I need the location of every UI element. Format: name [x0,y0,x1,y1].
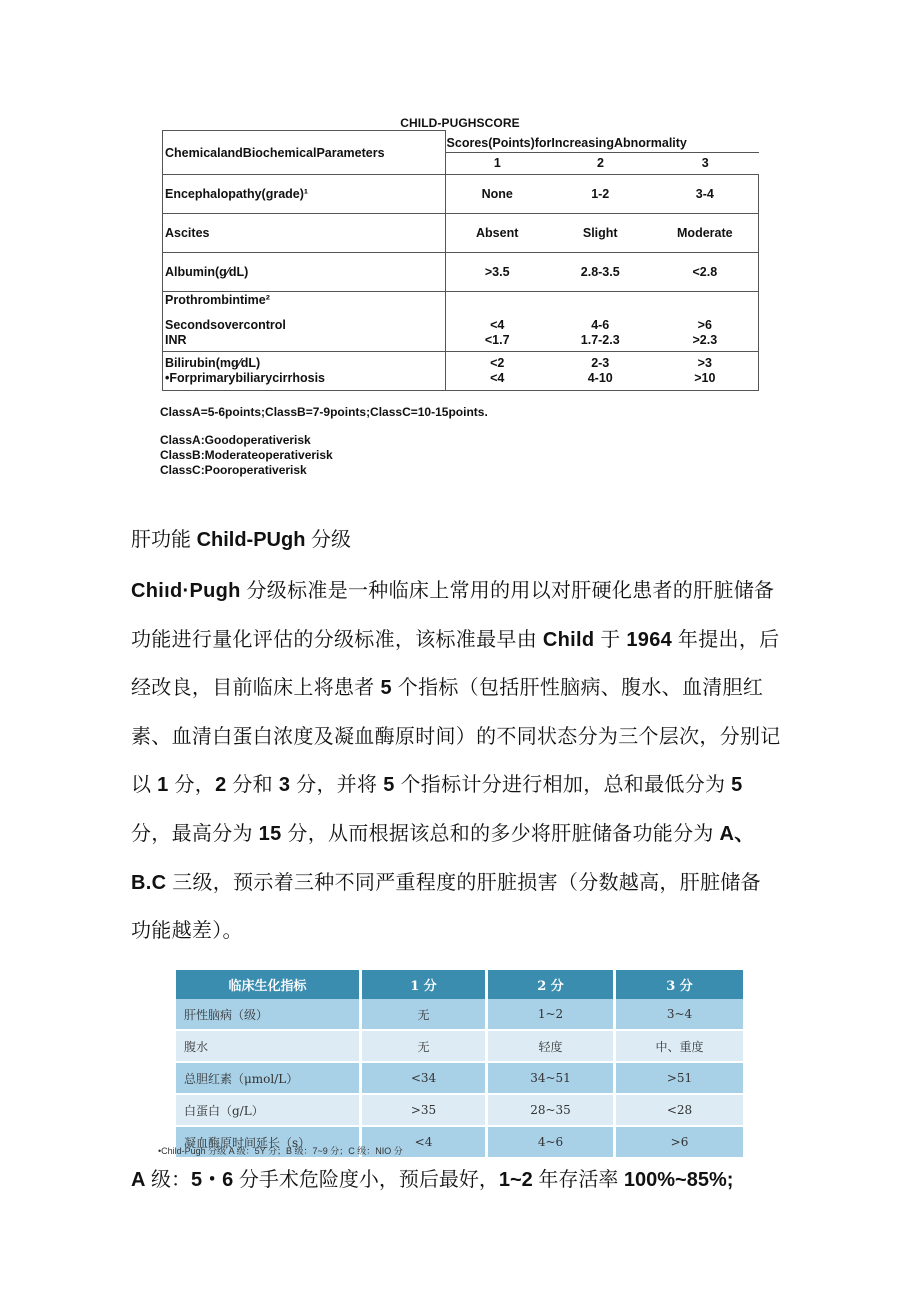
cn-cell: >51 [616,1063,743,1095]
body-text: 分，从而根据该总和的多少将肝脏储备功能分为 [281,822,720,845]
emphasis-text: 5 [383,774,395,797]
pt-inr-1: <1.7 [484,333,510,347]
scores-header: Scores(Points)forIncreasingAbnormality [446,131,759,153]
bilirubin-label: Bilirubin(mg⁄dL) [165,356,261,370]
pt-inr-3: >2.3 [692,333,718,347]
emphasis-text: 3 [278,774,291,797]
seconds-over-control-label: Secondsovercontrol [165,318,286,332]
bilirubin-3: >3 [697,356,712,370]
body-text: 分手术危险度小，预后最好， [233,1169,499,1191]
body-text: 于 [594,628,627,651]
pt-seconds-1: <4 [490,318,505,332]
cn-child-pugh-table [176,970,743,1159]
cn-cell: 28~35 [488,1095,616,1127]
row-value: >3.5 [445,253,549,292]
param-header: ChemicalandBiochemicalParameters [163,131,446,175]
row-value: 3-4 [652,175,759,214]
body-text: 分，最高分为 [131,822,259,845]
inr-label: INR [165,333,187,347]
emphasis-text: 15 [258,822,282,845]
emphasis-text: A [131,1169,146,1191]
emphasis-text: 5 [380,677,392,700]
body-text: 分级标准是一种临床上常用的用以对肝硬化患者的肝脏储备功能进行量化评估的分级标准，该标准最早由 [131,580,775,651]
cn-header: 临床生化指标 [176,970,362,999]
cn-cell: >35 [362,1095,488,1127]
cn-cell: 4~6 [488,1127,616,1159]
body-text: 年提出，后经改良，目前临床上将患者 [131,628,780,700]
body-text: 年存活率 [532,1169,624,1191]
pbc-2: 4-10 [587,371,613,385]
body-text: 分，并将 [290,774,384,797]
class-a-risk: ClassA:Goodoperativerisk [160,433,311,447]
emphasis-text: 1 [157,774,169,797]
emphasis-text: 1~2 [498,1169,533,1191]
body-text: 级： [145,1169,192,1191]
emphasis-text: Chiıd·Pugh [131,580,241,602]
cn-header: 2 分 [488,970,616,999]
pbc-3: >10 [694,371,716,385]
row-value: Moderate [652,214,759,253]
cn-cell: 轻度 [488,1031,616,1063]
cn-cell: 总胆红素（μmol/L） [176,1063,362,1095]
row-value: Absent [445,214,549,253]
cn-cell: 白蛋白（g/L） [176,1095,362,1127]
cn-cell: 腹水 [176,1031,362,1063]
emphasis-text: 100%~85%; [623,1169,734,1191]
row-value: <2.8 [652,253,759,292]
description-paragraph [131,567,781,956]
cn-cell: <4 [362,1127,488,1159]
bilirubin-2: 2-3 [591,356,610,370]
cn-cell: 无 [362,999,488,1031]
row-value: None [445,175,549,214]
emphasis-text: 5 [731,774,743,797]
emphasis-text: 5・6 [191,1169,234,1191]
score-table-title: CHILD-PUGHSCORE [400,116,520,130]
cn-cell: 无 [362,1031,488,1063]
class-points-note: ClassA=5-6points;ClassB=7-9points;ClassC=10-15points. [160,405,488,419]
cn-cell: >6 [616,1127,743,1159]
points-3: 3 [701,156,709,171]
cn-cell: <28 [616,1095,743,1127]
row-value: 2.8-3.5 [549,253,652,292]
emphasis-text: A、B.C [131,822,755,894]
cn-cell: 34~51 [488,1063,616,1095]
cn-cell: 肝性脑病（级） [176,999,362,1031]
cn-cell: 3~4 [616,999,743,1031]
class-risk-list [160,433,333,478]
cn-cell: 中、重度 [616,1031,743,1063]
points-1: 1 [493,156,501,171]
pt-seconds-2: 4-6 [591,318,610,332]
cn-header: 3 分 [616,970,743,999]
cn-header: 1 分 [362,970,488,999]
child-pugh-score-table [162,130,759,391]
points-2: 2 [597,156,604,171]
cn-table-caption: •Child-Pugh 分级 A 级：5Y 分；B 级：7~9 分；C 级：NIO 分 [158,1146,403,1156]
section-heading: 肝功能 Child-PUgh 分级 [131,529,351,551]
cn-cell: <34 [362,1063,488,1095]
body-text: 个指标计分进行相加，总和最低分为 [394,774,732,797]
body-text: 个指标（包括肝性脑病、腹水、血清胆红素、血清白蛋白浓度及凝血酶原时间）的不同状态分为三个层次，分别记以 [131,677,781,797]
pbc-label: •Forprimarybiliarycirrhosis [165,371,325,385]
row-value: Slight [549,214,652,253]
bilirubin-1: <2 [490,356,505,370]
emphasis-text: Child [542,628,595,651]
pt-inr-2: 1.7-2.3 [580,333,620,347]
prothrombin-label: Prothrombintime² [165,293,270,307]
row-label: Ascites [163,214,446,253]
row-value: 1-2 [549,175,652,214]
pbc-1: <4 [490,371,505,385]
emphasis-text: 1964 [626,628,673,651]
row-label: Albumin(g⁄dL) [163,253,446,292]
row-label: Encephalopathy(grade)¹ [163,175,446,214]
grade-a-line [131,1163,733,1192]
scores-header-cell [445,131,758,175]
bilirubin-label-cell [163,352,446,391]
class-c-risk: ClassC:Pooroperativerisk [160,463,307,477]
class-b-risk: ClassB:Moderateoperativerisk [160,448,333,462]
cn-cell: 1~2 [488,999,616,1031]
prothrombin-label-cell [163,292,446,352]
pt-seconds-3: >6 [697,318,712,332]
body-text: 分， [168,774,216,797]
body-text: 分和 [226,774,279,797]
cn-cell: 凝血酶原时间延长（s） [176,1127,362,1159]
emphasis-text: 2 [215,774,227,797]
body-text: 三级，预示着三种不同严重程度的肝脏损害（分数越高，肝脏储备功能越差）。 [131,871,761,943]
